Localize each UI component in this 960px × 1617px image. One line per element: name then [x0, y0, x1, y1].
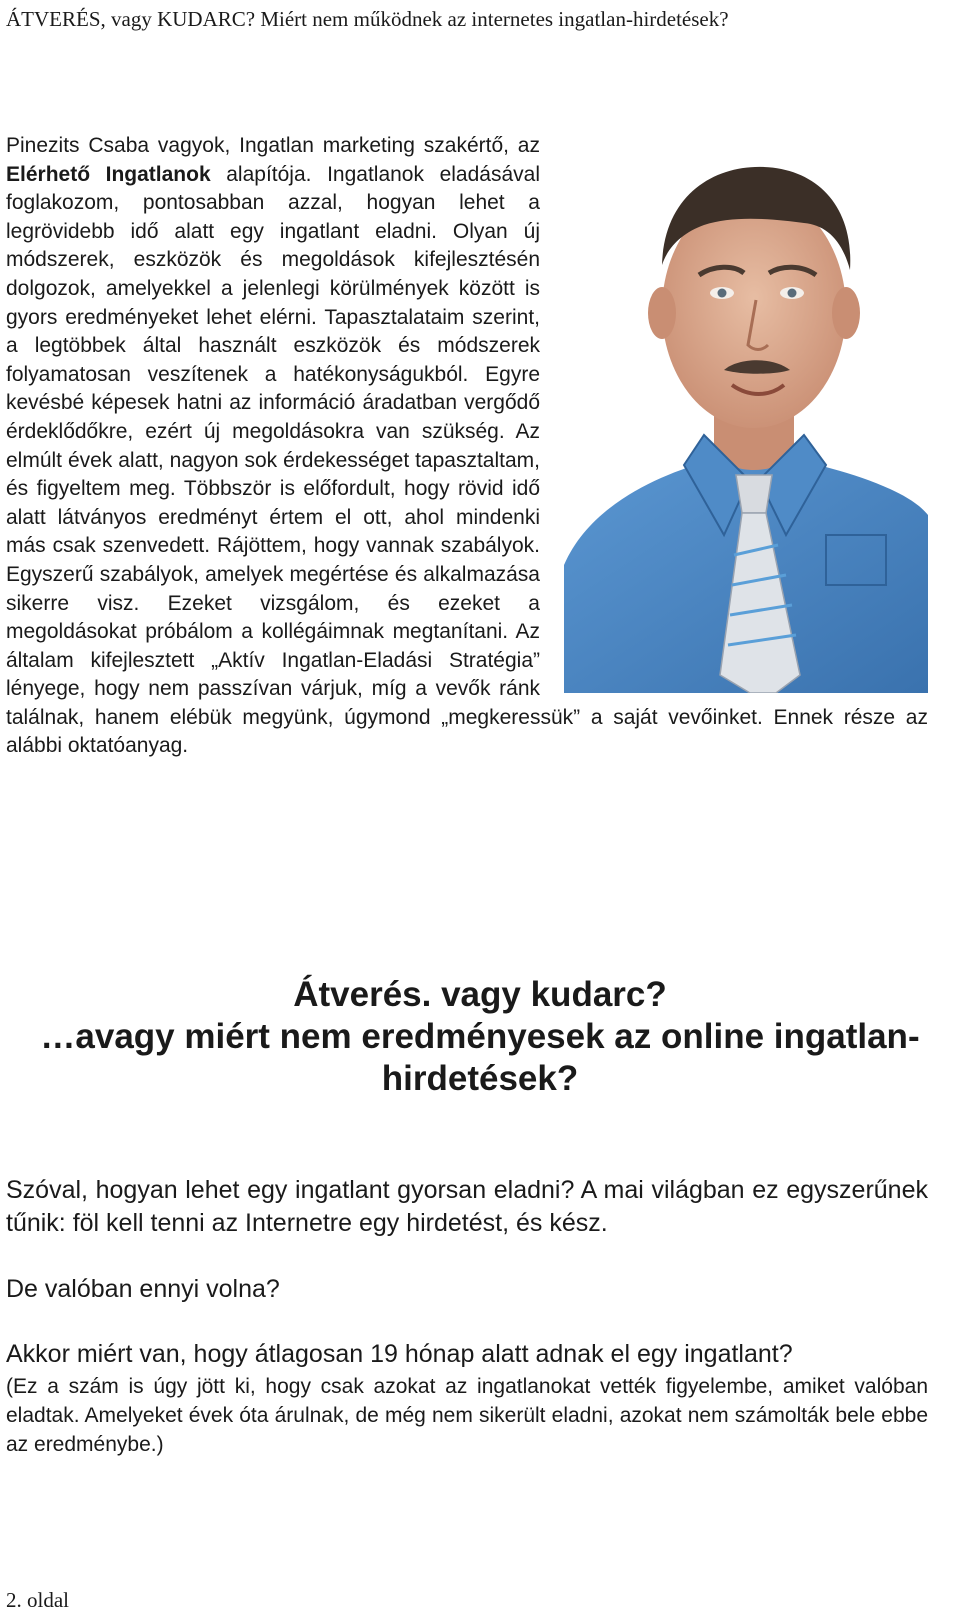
- portrait-illustration: [564, 135, 928, 693]
- body-paragraph-1: Szóval, hogyan lehet egy ingatlant gyorsan eladni? A mai világban ez egyszerűnek tűnik: föl kell tenni az Internetre egy hirdetést, és kész.: [6, 1176, 928, 1237]
- brand-name: Elérhető Ingatlanok: [6, 162, 211, 186]
- intro-text-part1: Pinezits Csaba vagyok, Ingatlan marketing szakértő, az: [6, 134, 540, 157]
- body-paragraph-3: Akkor miért van, hogy átlagosan 19 hónap alatt adnak el egy ingatlant?: [6, 1340, 793, 1368]
- body-paragraph-4-note: (Ez a szám is úgy jött ki, hogy csak azokat az ingatlanokat vették figyelembe, amiket valóban eladtak. Amelyeket évek óta árulnak, de még nem sikerült eladni, azokat nem számolták bele ebbe az eredménybe.): [6, 1375, 928, 1456]
- main-title: [0, 974, 960, 1100]
- title-line-2: …avagy miért nem eredményesek az online ingatlan-hirdetések?: [40, 1017, 920, 1098]
- page-number: 2. oldal: [6, 1588, 69, 1612]
- document-header: ÁTVERÉS, vagy KUDARC? Miért nem működnek az internetes ingatlan-hirdetések?: [6, 7, 729, 31]
- intro-text-part2: alapítója. Ingatlanok eladásával foglakozom, pontosabban azzal, hogyan lehet a legrövidebb idő alatt egy ingatlant eladni. Olyan új módszerek, eszközök és megoldások kifejlesztésén dolgozok, amelyekkel a jelenlegi körülmények között is gyors eredményeket lehet elérni. Tapasztalataim szerint, a legtöbbek által használt eszközök és módszerek folyamatosan veszítenek a hatékonyságukból. Egyre kevésbé képesek hatni az információ áradatban vergődő érdeklődőkre, ezért új megoldásokra van szükség. Az elmúlt évek alatt, nagyon sok érdekességet tapasztaltam, és figyeltem meg. Többször is előfordult, hogy rövid idő alatt látványos eredményt értem el ott, ahol mindenki más csak szenvedett. Rájöttem, hogy vannak szabályok. Egyszerű szabályok, amelyek megértése és alkalmazása sikerre visz. Ezeket vizsgálom, és ezeket a megoldásokat próbálom a kollégáimnak megtanítani. Az általam kifejlesztett „Aktív Ingatlan-Eladási Stratégia” lényege, hogy nem passzívan várjuk, míg a vevők ránk találnak, hanem elébük megyünk, úgymond „megkeressük” a saját vevőinket. Ennek része az alábbi oktatóanyag.: [6, 162, 928, 758]
- intro-paragraph: [6, 132, 928, 761]
- title-line-1: Átverés. vagy kudarc?: [293, 975, 667, 1014]
- body-paragraph-2: De valóban ennyi volna?: [6, 1275, 280, 1303]
- author-portrait-photo: [564, 135, 928, 693]
